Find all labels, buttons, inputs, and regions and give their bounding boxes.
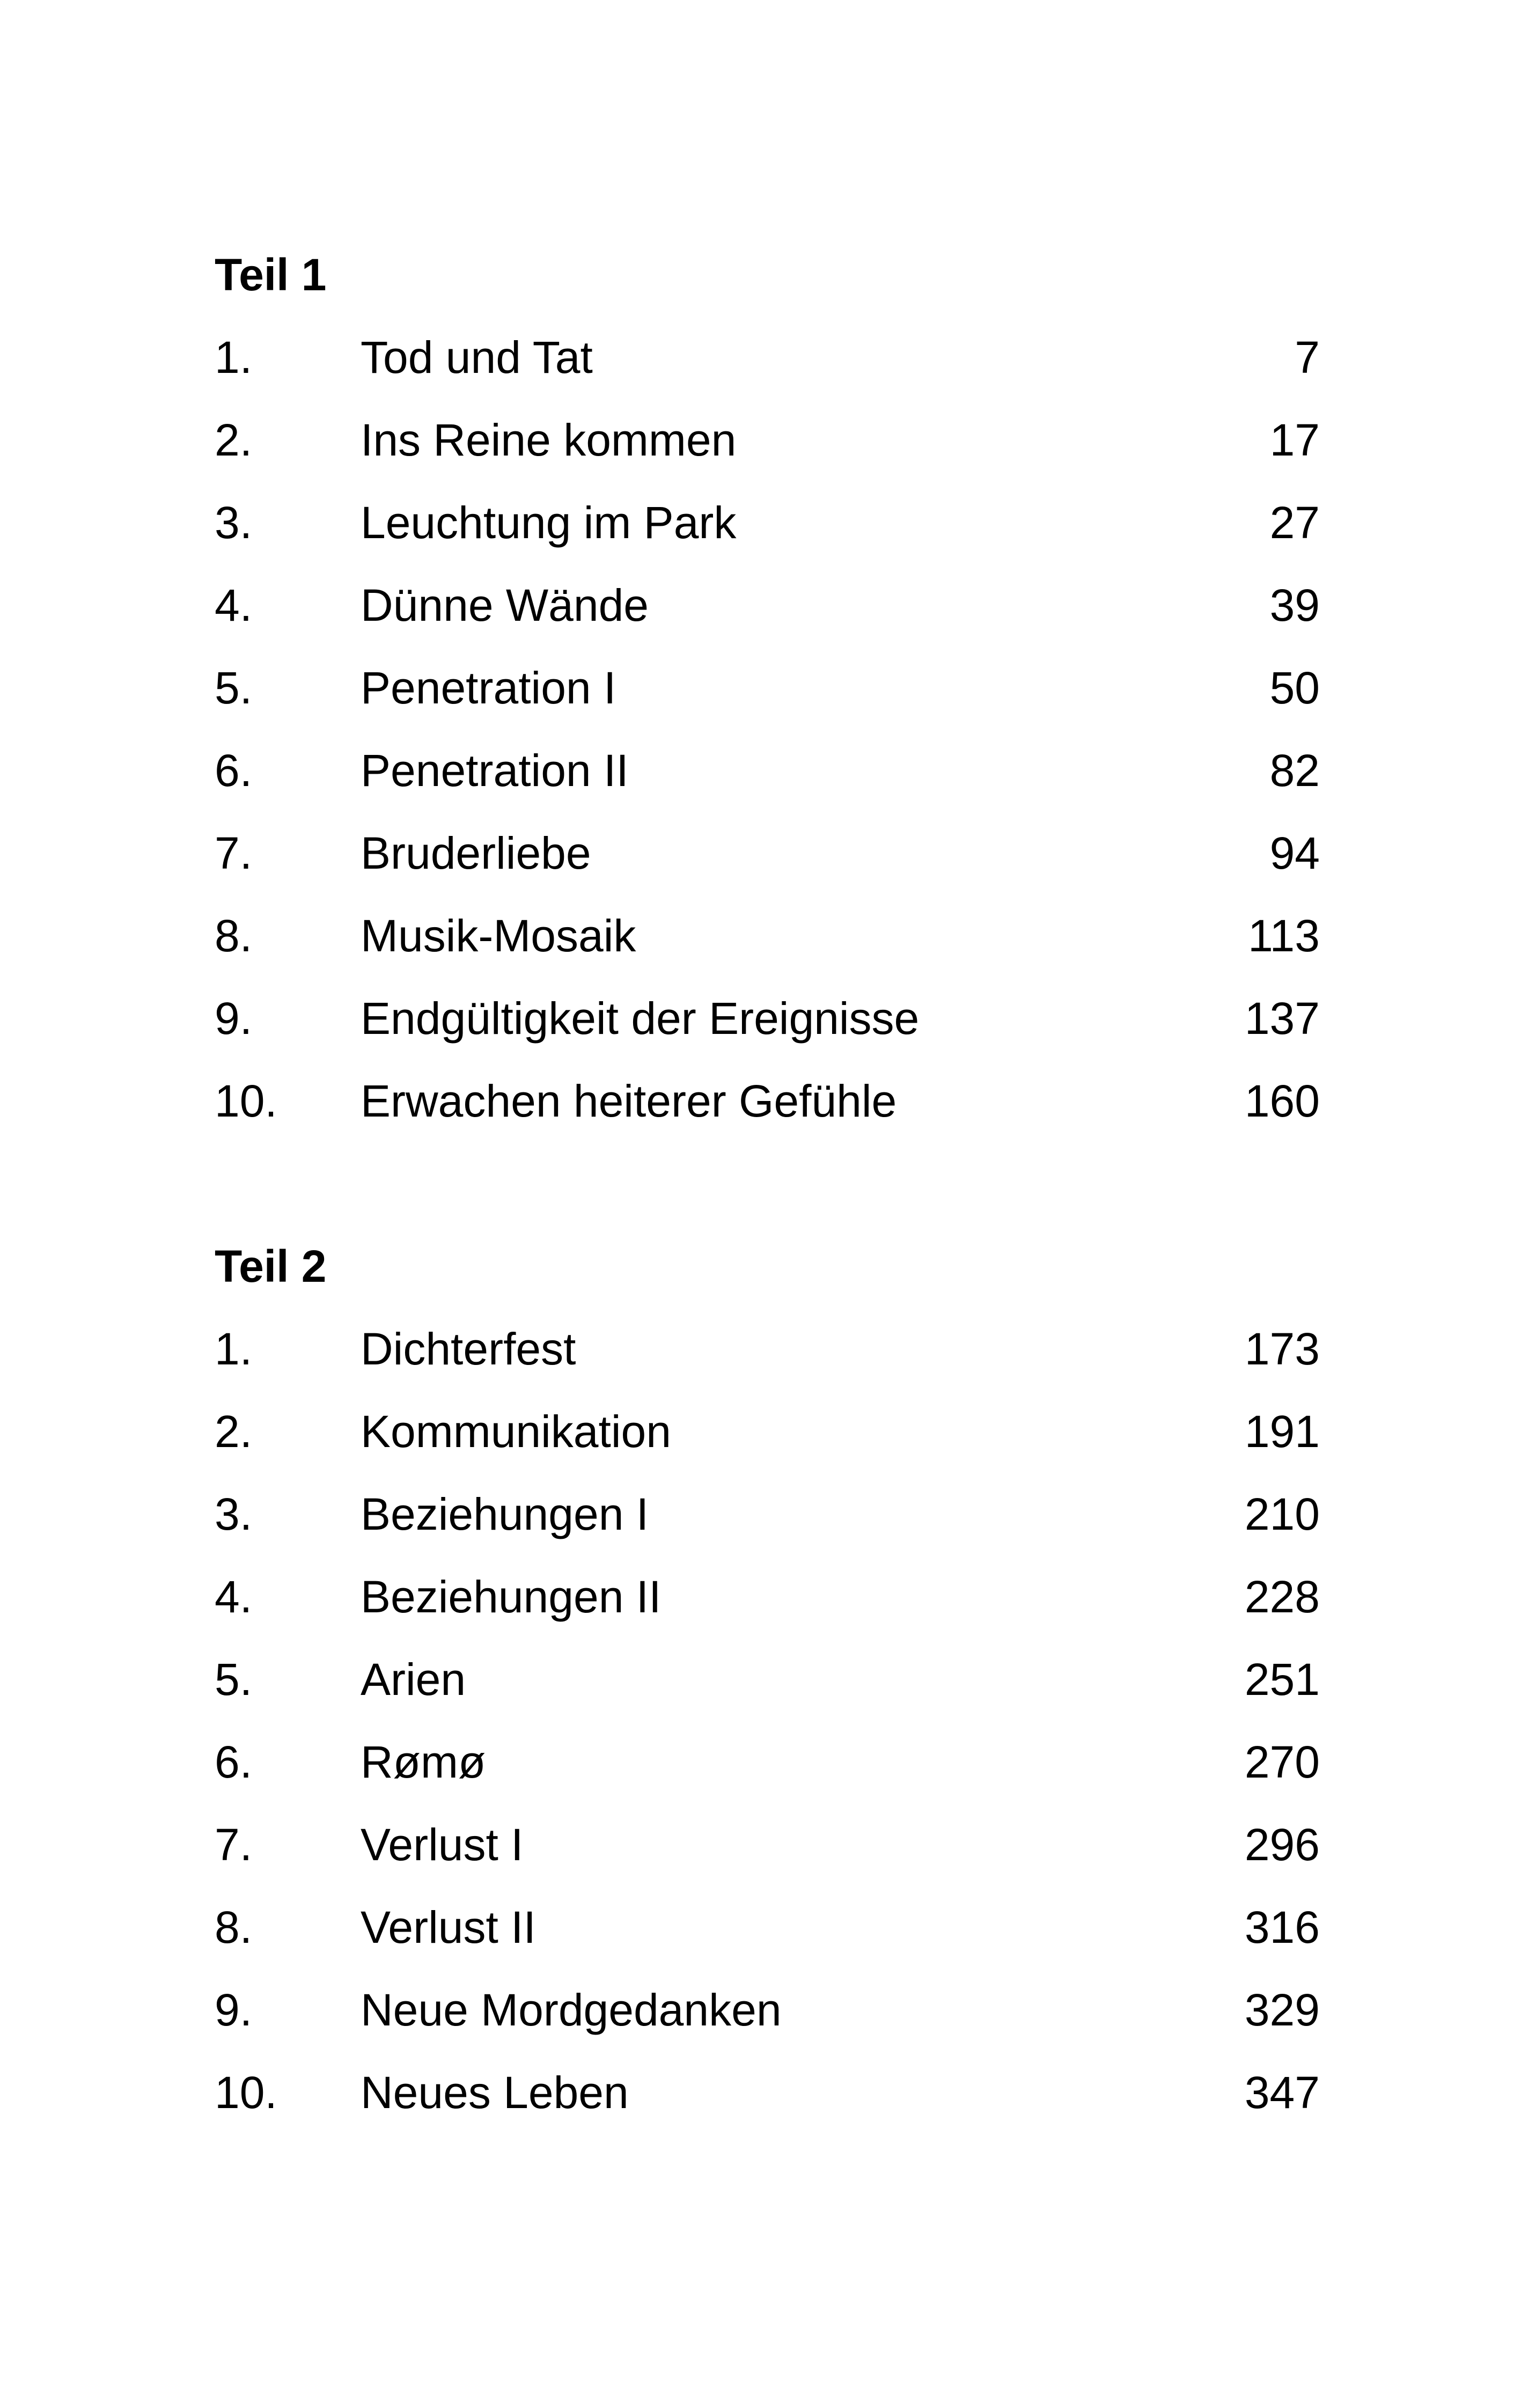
chapter-title: Dichterfest: [361, 1324, 576, 1374]
chapter-page-number: 316: [1244, 1902, 1320, 1952]
toc-entry: [215, 993, 1320, 1078]
chapter-page-number: 113: [1248, 911, 1320, 961]
chapter-number: 3.: [215, 497, 253, 548]
chapter-number: 1.: [215, 1324, 253, 1374]
chapter-number: 9.: [215, 1985, 253, 2035]
chapter-number: 4.: [215, 1572, 253, 1622]
toc-entry: [215, 1326, 1320, 1409]
part-1-heading: Teil 1: [215, 249, 327, 300]
chapter-number: 10.: [215, 1076, 277, 1126]
chapter-title: Ins Reine kommen: [361, 415, 737, 465]
chapter-page-number: 17: [1269, 415, 1320, 465]
toc-entry: [215, 497, 1320, 583]
chapter-page-number: 173: [1244, 1324, 1320, 1374]
part-1-toc-list: [215, 332, 1320, 1161]
chapter-title: Arien: [361, 1654, 466, 1705]
chapter-page-number: 347: [1244, 2067, 1320, 2118]
chapter-title: Dünne Wände: [361, 580, 649, 630]
chapter-page-number: 296: [1244, 1819, 1320, 1870]
toc-entry: [215, 665, 1320, 748]
chapter-number: 4.: [215, 580, 253, 630]
chapter-title: Rømø: [361, 1737, 486, 1787]
toc-entry: [215, 828, 1320, 913]
toc-entry: [215, 1739, 1320, 1822]
chapter-title: Leuchtung im Park: [361, 497, 737, 548]
chapter-title: Penetration I: [361, 663, 616, 713]
chapter-title: Bruderliebe: [361, 828, 591, 878]
chapter-number: 10.: [215, 2067, 277, 2118]
chapter-page-number: 191: [1244, 1406, 1320, 1457]
part-2-heading: Teil 2: [215, 1241, 327, 1291]
chapter-number: 5.: [215, 663, 253, 713]
chapter-title: Endgültigkeit der Ereignisse: [361, 993, 920, 1044]
chapter-page-number: 251: [1244, 1654, 1320, 1705]
part-2-section: [215, 1241, 1320, 2153]
chapter-number: 5.: [215, 1654, 253, 1705]
toc-entry: [215, 580, 1320, 665]
chapter-number: 7.: [215, 828, 253, 878]
chapter-title: Musik-Mosaik: [361, 911, 636, 961]
chapter-number: 7.: [215, 1819, 253, 1870]
toc-entry: [215, 745, 1320, 831]
chapter-page-number: 329: [1244, 1985, 1320, 2035]
chapter-page-number: 7: [1295, 332, 1320, 383]
chapter-number: 6.: [215, 1737, 253, 1787]
toc-entry: [215, 1987, 1320, 2070]
chapter-title: Neues Leben: [361, 2067, 629, 2118]
chapter-page-number: 50: [1269, 663, 1320, 713]
chapter-page-number: 27: [1269, 497, 1320, 548]
chapter-page-number: 210: [1244, 1489, 1320, 1539]
toc-entry: [215, 1902, 1320, 1987]
chapter-page-number: 82: [1269, 745, 1320, 796]
chapter-number: 2.: [215, 415, 253, 465]
toc-entry: [215, 417, 1320, 500]
chapter-page-number: 160: [1244, 1076, 1320, 1126]
toc-entry: [215, 1078, 1320, 1161]
chapter-page-number: 137: [1244, 993, 1320, 1044]
chapter-number: 8.: [215, 1902, 253, 1952]
chapter-number: 3.: [215, 1489, 253, 1539]
chapter-title: Verlust I: [361, 1819, 524, 1870]
part-1-section: [215, 249, 1320, 1161]
chapter-page-number: 39: [1269, 580, 1320, 630]
chapter-title: Neue Mordgedanken: [361, 1985, 782, 2035]
toc-entry: [215, 1574, 1320, 1657]
chapter-number: 1.: [215, 332, 253, 383]
chapter-title: Erwachen heiterer Gefühle: [361, 1076, 897, 1126]
chapter-title: Beziehungen I: [361, 1489, 649, 1539]
toc-entry: [215, 1489, 1320, 1574]
chapter-title: Beziehungen II: [361, 1572, 662, 1622]
toc-entry: [215, 1406, 1320, 1492]
toc-entry: [215, 1819, 1320, 1905]
chapter-page-number: 228: [1244, 1572, 1320, 1622]
chapter-page-number: 270: [1244, 1737, 1320, 1787]
chapter-number: 6.: [215, 745, 253, 796]
chapter-title: Kommunikation: [361, 1406, 671, 1457]
part-2-toc-list: [215, 1326, 1320, 2153]
chapter-page-number: 94: [1269, 828, 1320, 878]
chapter-title: Verlust II: [361, 1902, 536, 1952]
chapter-number: 2.: [215, 1406, 253, 1457]
chapter-number: 8.: [215, 911, 253, 961]
chapter-title: Tod und Tat: [361, 332, 593, 383]
toc-entry: [215, 332, 1320, 417]
chapter-title: Penetration II: [361, 745, 629, 796]
toc-entry: [215, 913, 1320, 996]
chapter-number: 9.: [215, 993, 253, 1044]
toc-entry: [215, 2067, 1320, 2153]
toc-entry: [215, 1654, 1320, 1739]
